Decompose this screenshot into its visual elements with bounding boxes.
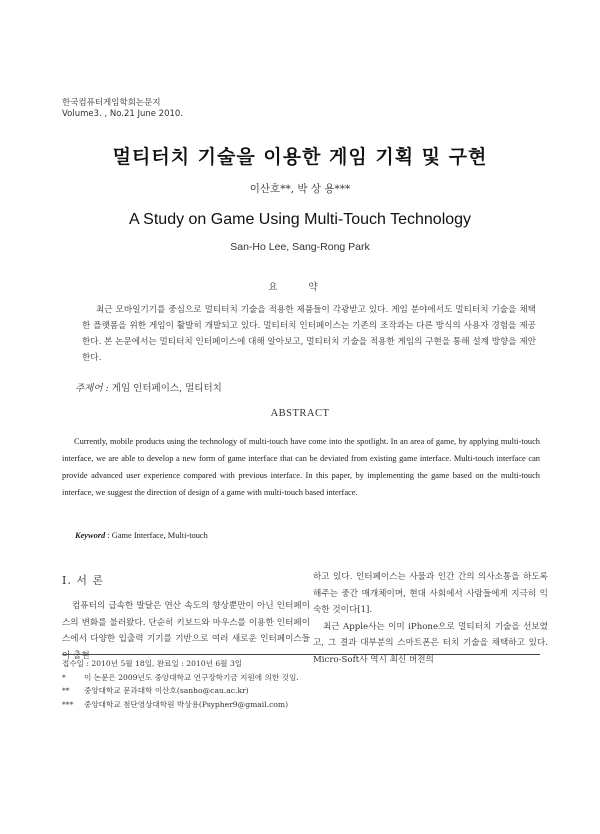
english-title: A Study on Game Using Multi-Touch Technology (128, 211, 472, 228)
footnote-1-text: 이 논문은 2009년도 중앙대학교 연구장학기금 지원에 의한 것임. (84, 672, 299, 682)
english-keyword-label: Keyword (75, 531, 106, 540)
footnotes (62, 657, 299, 711)
journal-name: 한국컴퓨터게임학회논문지 (62, 98, 161, 108)
footnote-3 (62, 698, 299, 712)
intro-right-paragraph-2: 최근 Apple사는 이미 iPhone으로 멀티터치 기술을 선보였고, 그 결과 대부분의 스마트폰은 터치 기술을 채택하고 있다. Micro-Soft사 역시 최신 버전의 (313, 621, 548, 665)
footnote-2-mark: ** (62, 686, 70, 695)
footnote-divider (62, 654, 540, 655)
korean-keyword-label: 주제어 : (75, 383, 109, 394)
journal-header (62, 98, 183, 120)
english-authors: San-Ho Lee, Sang-Rong Park (230, 241, 370, 253)
english-abstract: Currently, mobile products using the technology of multi-touch have come into the spotlight. In an area of game, by applying multi-touch interface, we are able to develop a new form of game interface that can be deviated from existing game interface. Multi-touch interface can provide advanced user experience compared with previous interface. In this paper, by implementing the game based on the multi-touch interface, we suggest the direction of design of a game with multi-touch based interface. (62, 437, 540, 497)
korean-title: 멀티터치 기술을 이용한 게임 기획 및 구현 (112, 146, 488, 168)
english-keywords (75, 531, 208, 540)
korean-keywords (75, 380, 222, 394)
english-keyword-values: : Game Interface, Multi-touch (107, 531, 208, 540)
korean-abstract: 최근 모바일기기를 중심으로 멀티터치 기술을 적용한 제품들이 각광받고 있다. 게임 분야에서도 멀티터치 기술을 채택한 플랫폼을 위한 게임이 활발히 개발되고 있다. 멀티터치 인터페이스는 기존의 조작과는 다른 방식의 사용자 경험을 제공한다. 본 논문에서는 멀티터치 인터페이스에 대해 알아보고, 멀티터치 기술을 적용한 게임의 구현을 통해 설계 방향을 제안한다. (82, 305, 536, 363)
section-heading: Ⅰ. 서 론 (62, 574, 105, 587)
received-dates: 접수일 : 2010년 5월 18일, 완료일 : 2010년 6월 3일 (62, 659, 243, 668)
intro-right-paragraph-1: 하고 있다. 인터페이스는 사물과 인간 간의 의사소통을 하도록 해주는 중간 매개체이며, 현대 사회에서 사람들에게 지극히 익숙한 것이다[1]. (313, 572, 548, 615)
footnote-3-mark: *** (62, 699, 74, 709)
footnote-2-text: 중앙대학교 문과대학 이산호(sanho@cau.ac.kr) (84, 686, 249, 695)
english-abstract-heading: ABSTRACT (270, 408, 330, 419)
journal-volume: Volume3. , No.21 June 2010. (62, 109, 184, 119)
korean-keyword-values: 게임 인터페이스, 멀티터치 (111, 383, 222, 394)
footnote-1-mark: * (62, 672, 66, 682)
intro-left-column: 컴퓨터의 급속한 발달은 연산 속도의 향상뿐만이 아닌 인터페이스의 변화를 불러왔다. 단순히 키보드와 마우스를 이용한 인터페이스에서 다양한 입출력 기기를 기반으로 여러 새로운 인터페이스들이 출현 (62, 601, 310, 661)
footnote-2 (62, 684, 299, 698)
korean-abstract-heading: 요 약 (268, 282, 332, 293)
footnote-1 (62, 671, 299, 685)
korean-authors: 이산호**, 박 상 용*** (249, 183, 351, 195)
footnote-3-text: 중앙대학교 첨단영상대학원 박상용(Psypher9@gmail.com) (84, 699, 289, 709)
